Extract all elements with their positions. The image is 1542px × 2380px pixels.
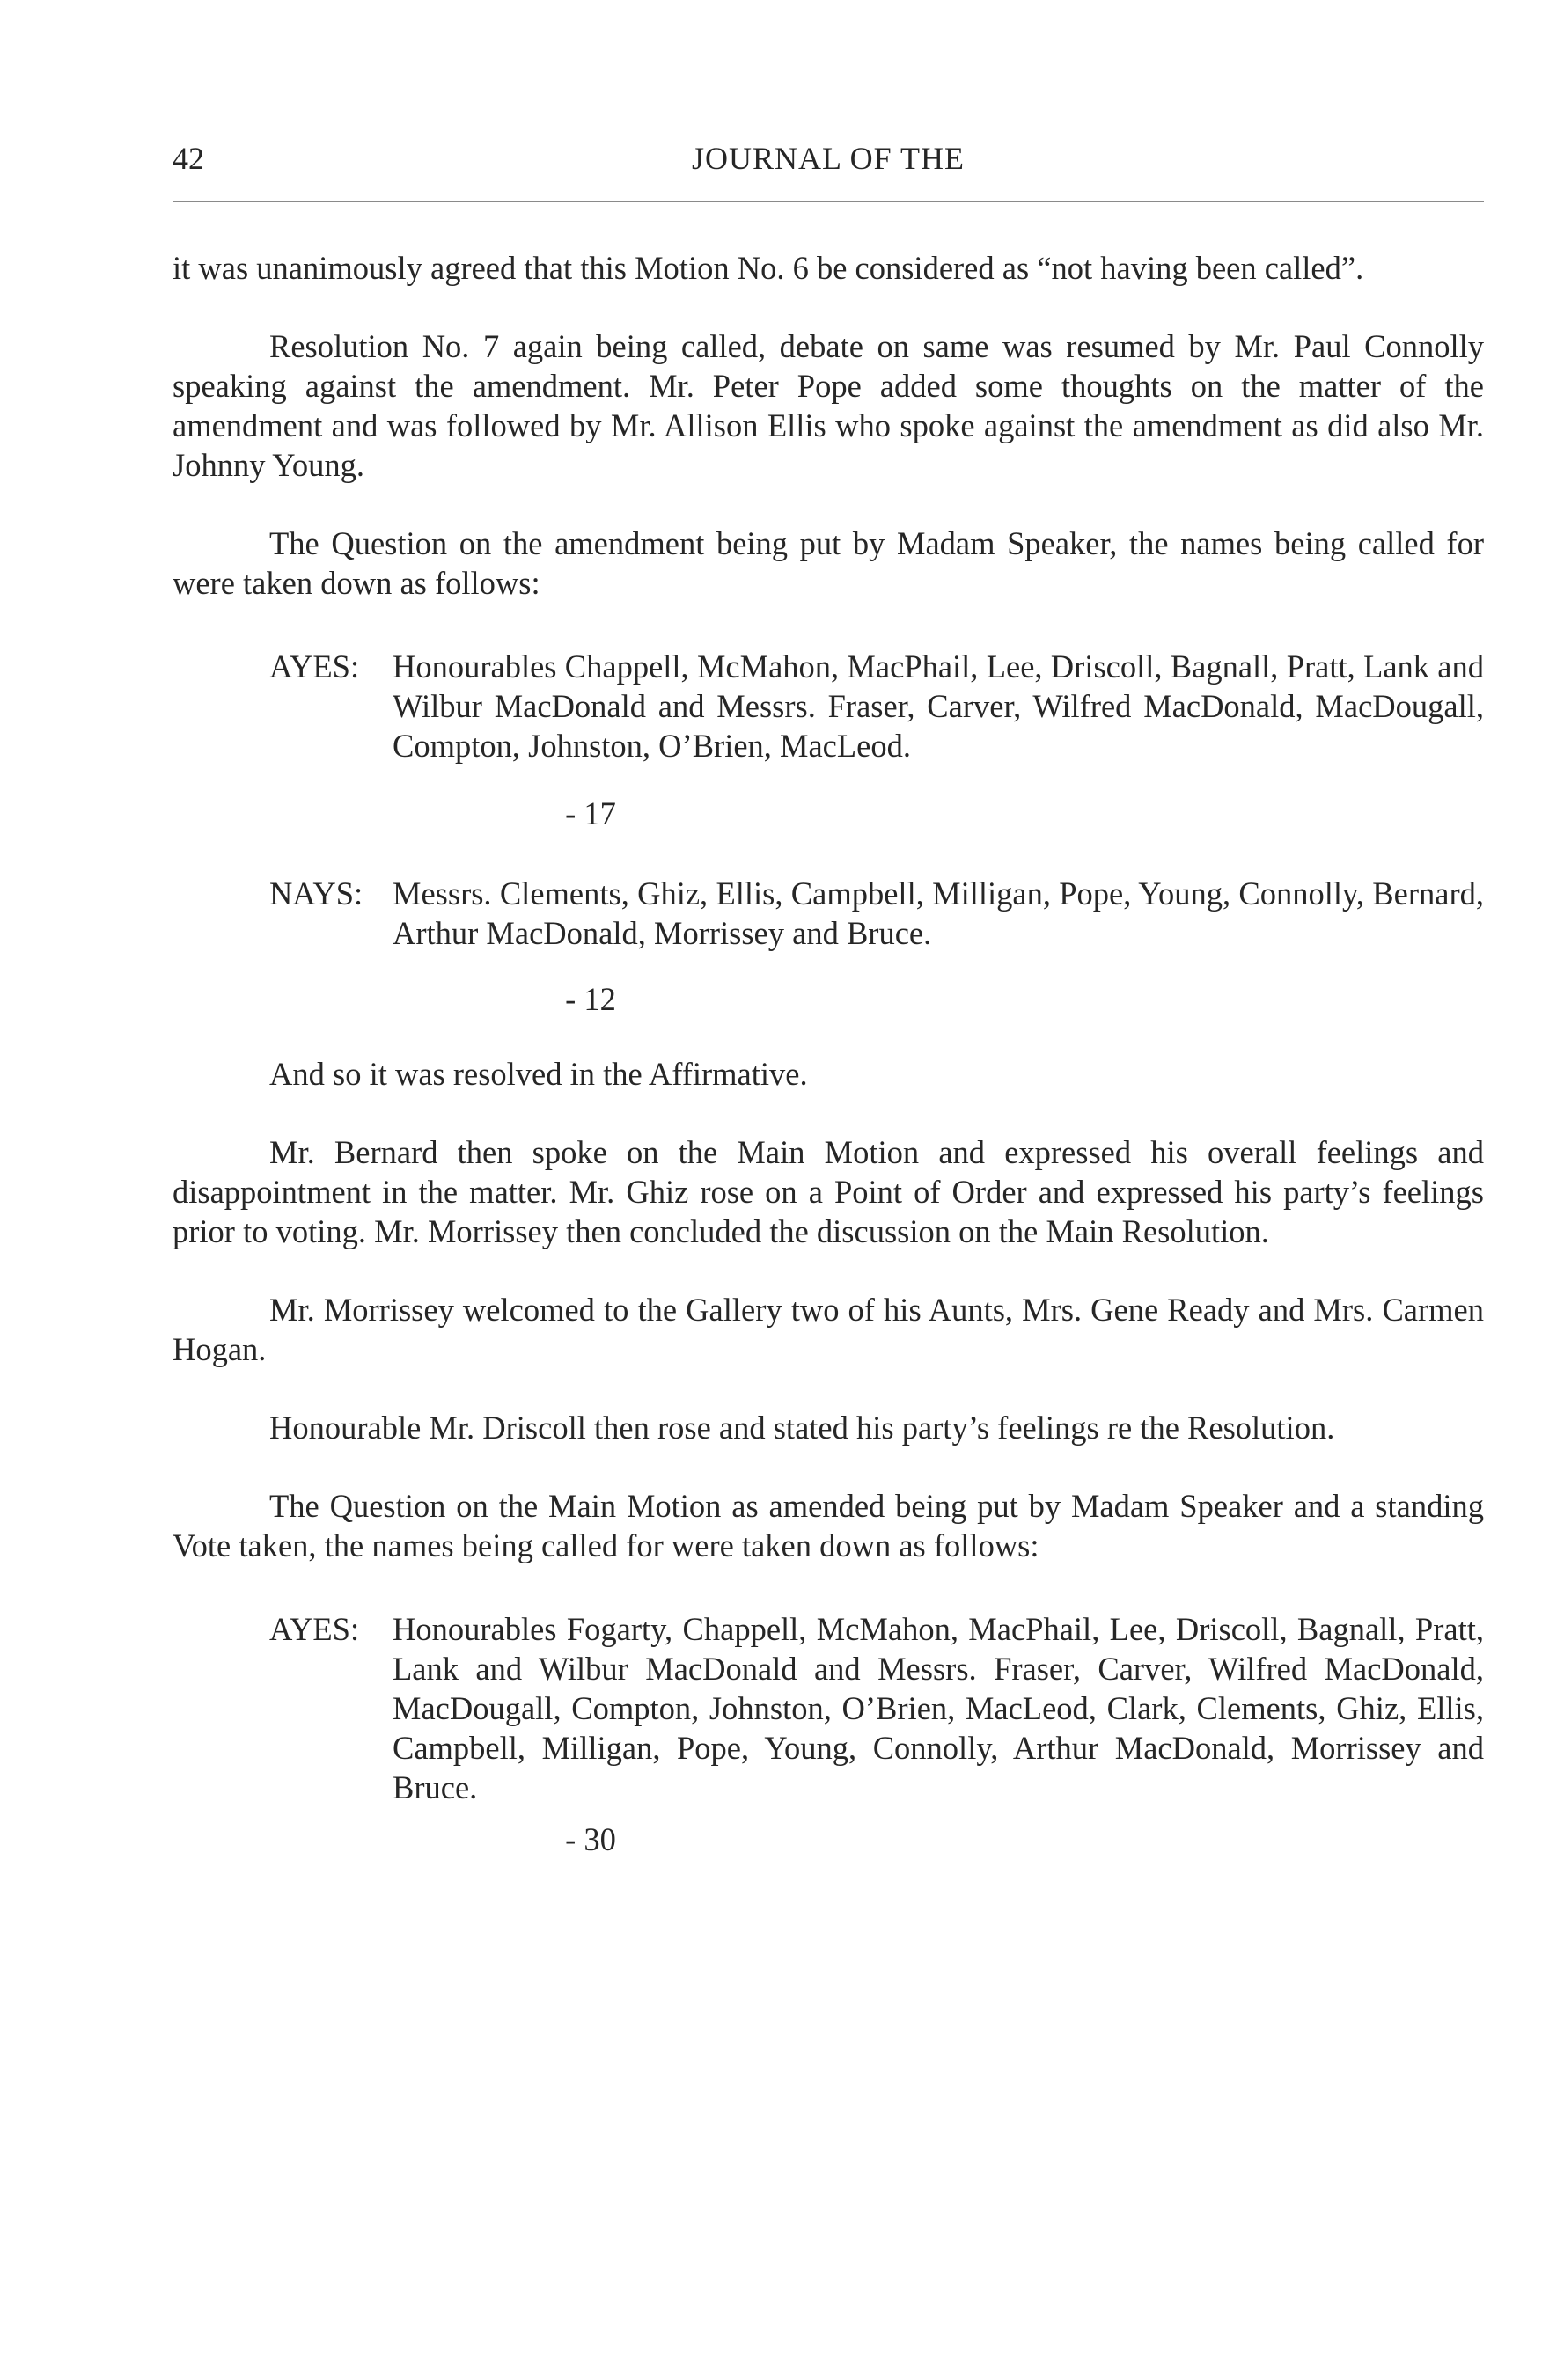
vote2-ayes: [269, 1609, 1484, 1807]
vote1-ayes-names: Honourables Chappell, McMahon, MacPhail, Lee, Driscoll, Bagnall, Pratt, Lank and Wilbur MacDonald and Messrs. Fraser, Carver, Wilfred MacDonald, MacDougall, Compton, Johnston, O’Brien, MacLeod.: [393, 648, 1484, 764]
running-head: JOURNAL OF THE: [691, 141, 965, 176]
vote1-nays: [269, 874, 1484, 953]
paragraph-motion-6: it was unanimously agreed that this Motion No. 6 be considered as “not having been called”.: [173, 250, 1364, 286]
paragraph-driscoll-statement: Honourable Mr. Driscoll then rose and stated his party’s feelings re the Resolution.: [269, 1410, 1335, 1446]
vote2-ayes-label: AYES:: [269, 1611, 360, 1647]
vote1-ayes-label: AYES:: [269, 648, 360, 685]
vote2-ayes-count: - 30: [565, 1821, 616, 1857]
vote1-ayes: [269, 647, 1484, 765]
vote1-ayes-count: - 17: [565, 795, 616, 831]
paragraph-question-amendment: The Question on the amendment being put by Madam Speaker, the names being called for were taken down as follows:: [173, 525, 1484, 601]
header-rule: [173, 201, 1484, 202]
vote1-nays-count: - 12: [565, 981, 616, 1017]
page-number: 42: [173, 141, 204, 176]
paragraph-resolved-affirmative: And so it was resolved in the Affirmative.: [269, 1056, 808, 1092]
vote1-nays-names: Messrs. Clements, Ghiz, Ellis, Campbell, Milligan, Pope, Young, Connolly, Bernard, Arthur MacDonald, Morrissey and Bruce.: [393, 875, 1484, 951]
paragraph-resolution-7: Resolution No. 7 again being called, debate on same was resumed by Mr. Paul Connolly speaking against the amendment. Mr. Peter Pope added some thoughts on the matter of the amendment and was followed by Mr. Allison Ellis who spoke against the amendment as did also Mr. Johnny Young.: [173, 328, 1484, 483]
paragraph-main-motion-discussion: Mr. Bernard then spoke on the Main Motion and expressed his overall feelings and disappointment in the matter. Mr. Ghiz rose on a Point of Order and expressed his party’s feelings prior to voting. Mr. Morrissey then concluded the discussion on the Main Resolution.: [173, 1134, 1484, 1249]
page-header: [173, 132, 1484, 185]
paragraph-question-main-motion: The Question on the Main Motion as amended being put by Madam Speaker and a standing Vote taken, the names being called for were taken down as follows:: [173, 1488, 1484, 1563]
vote1-nays-label: NAYS:: [269, 875, 363, 912]
paragraph-gallery-welcome: Mr. Morrissey welcomed to the Gallery two of his Aunts, Mrs. Gene Ready and Mrs. Carmen Hogan.: [173, 1292, 1484, 1367]
journal-body: [173, 248, 1484, 1859]
vote2-ayes-names: Honourables Fogarty, Chappell, McMahon, MacPhail, Lee, Driscoll, Bagnall, Pratt, Lank and Wilbur MacDonald and Messrs. Fraser, Carver, Wilfred MacDonald, MacDougall, Compton, Johnston, O’Brien, MacLeod, Clark, Clements, Ghiz, Ellis, Campbell, Milligan, Pope, Young, Connolly, Arthur MacDonald, Morrissey and Bruce.: [393, 1611, 1484, 1805]
